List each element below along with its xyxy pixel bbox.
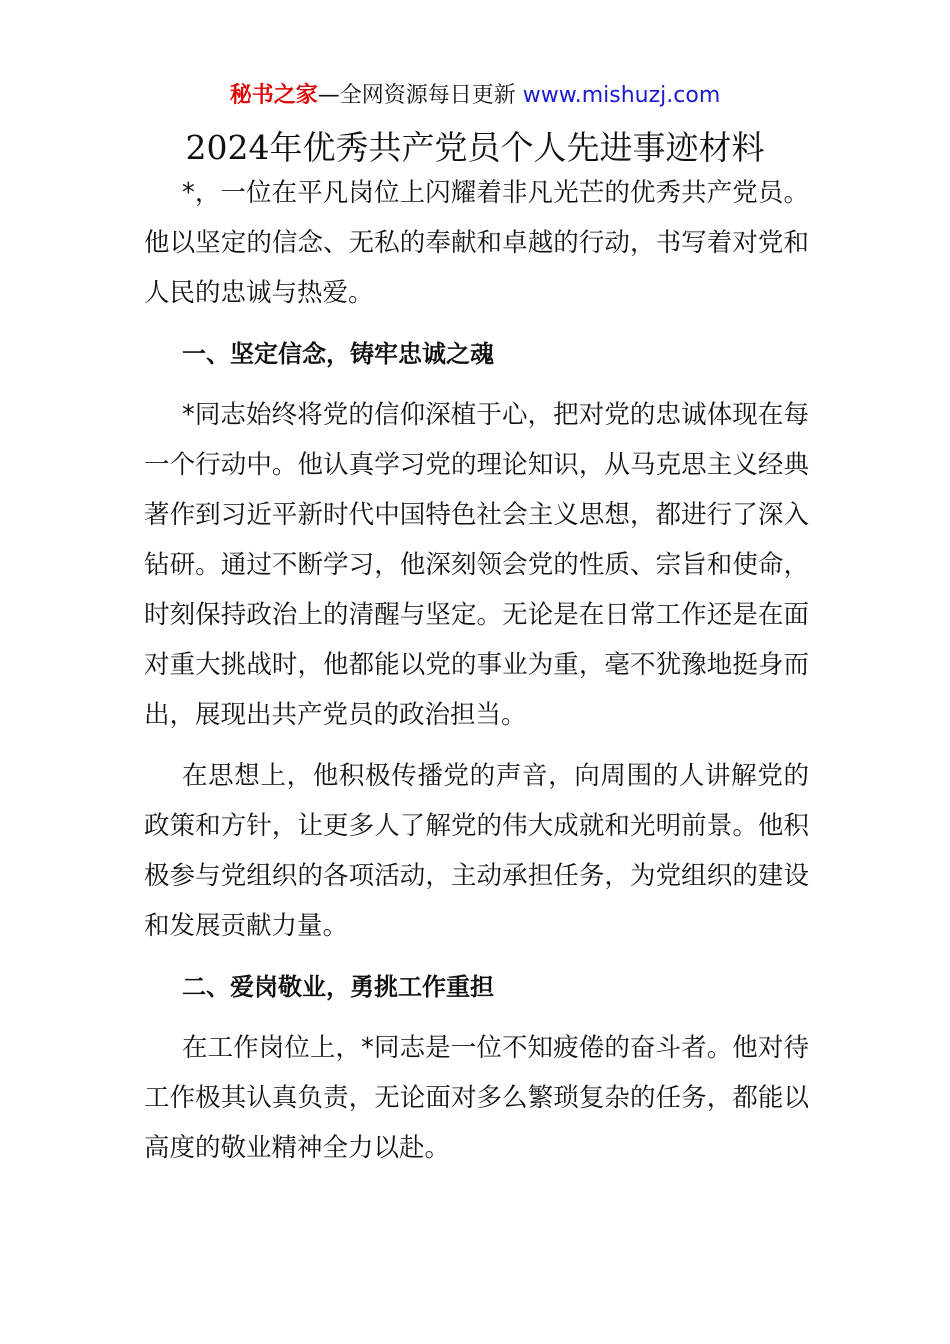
site-slogan: —全网资源每日更新 — [317, 83, 523, 108]
document-title — [0, 124, 950, 172]
section-heading-1: 一、坚定信念，铸牢忠诚之魂 — [182, 340, 494, 368]
site-brand: 秘书之家 — [229, 83, 318, 108]
section-1-paragraph-2: 在思想上，他积极传播党的声音，向周围的人讲解党的政策和方针，让更多人了解党的伟大成就和光明前景。他积极参与党组织的各项活动，主动承担任务，为党组织的建设和发展贡献力量。 — [144, 761, 809, 941]
site-url-link[interactable]: www.mishuzj.com — [522, 83, 721, 108]
site-header — [0, 80, 950, 112]
title-text: 年优秀共产党员个人先进事迹材料 — [269, 128, 765, 167]
intro-paragraph: *，一位在平凡岗位上闪耀着非凡光芒的优秀共产党员。他以坚定的信念、无私的奉献和卓越的行动，书写着对党和人民的忠诚与热爱。 — [144, 178, 809, 308]
title-year: 2024 — [185, 128, 270, 167]
section-2-paragraph-1: 在工作岗位上，*同志是一位不知疲倦的奋斗者。他对待工作极其认真负责，无论面对多么繁琐复杂的任务，都能以高度的敬业精神全力以赴。 — [144, 1033, 809, 1163]
section-heading-2: 二、爱岗敬业，勇挑工作重担 — [182, 973, 494, 1001]
document-body — [144, 168, 809, 1184]
section-1-paragraph-1: *同志始终将党的信仰深植于心，把对党的忠诚体现在每一个行动中。他认真学习党的理论知识，从马克思主义经典著作到习近平新时代中国特色社会主义思想，都进行了深入钻研。通过不断学习，他深刻领会党的性质、宗旨和使命，时刻保持政治上的清醒与坚定。无论是在日常工作还是在面对重大挑战时，他都能以党的事业为重，毫不犹豫地挺身而出，展现出共产党员的政治担当。 — [144, 400, 809, 730]
